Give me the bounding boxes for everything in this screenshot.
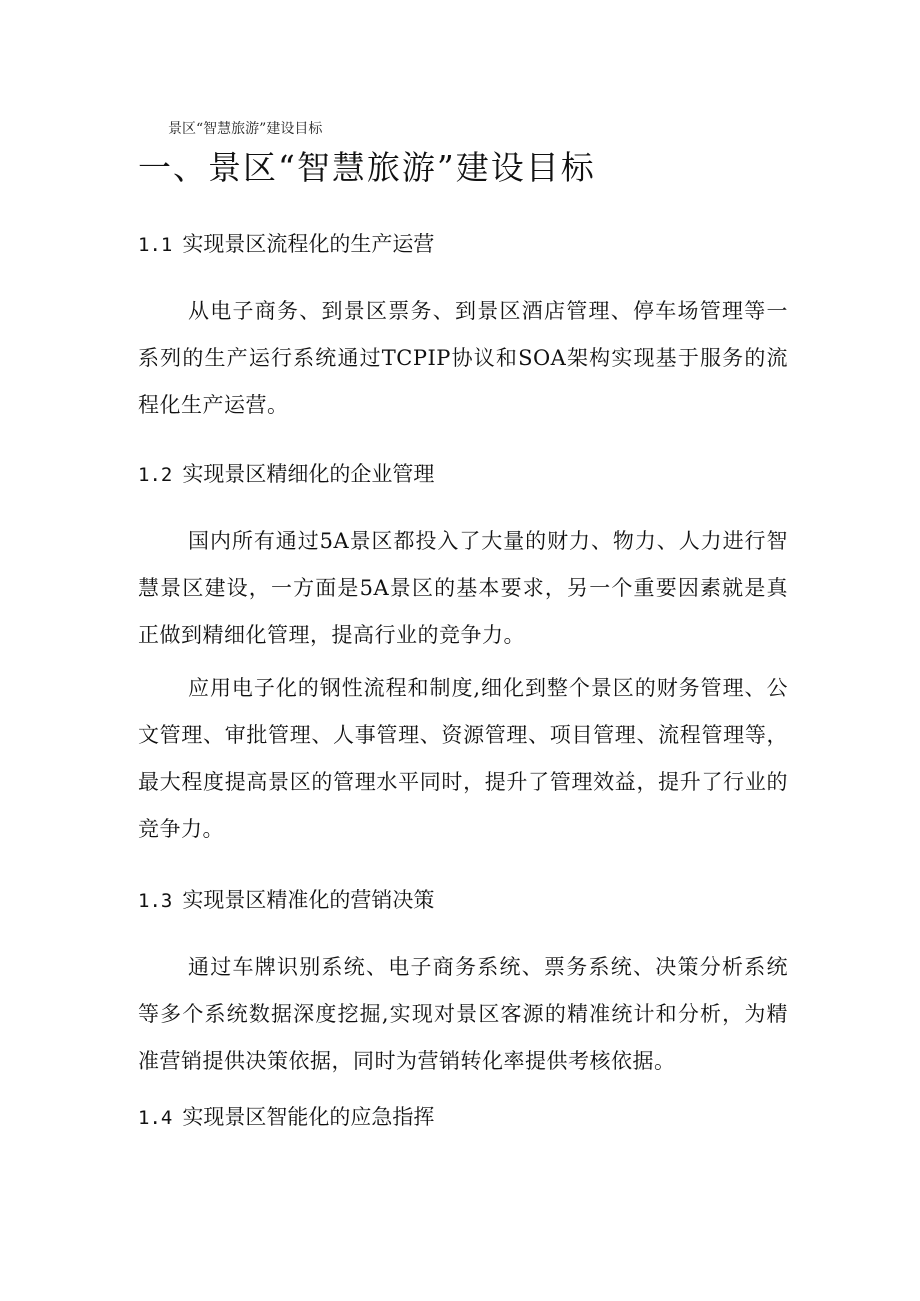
paragraph: 通过车牌识别系统、电子商务系统、票务系统、决策分析系统等多个系统数据深度挖掘,实现对景区客源的精准统计和分析，为精准营销提供决策依据，同时为营销转化率提供考核依据。 <box>138 955 788 1073</box>
paragraph: 应用电子化的钢性流程和制度,细化到整个景区的财务管理、公文管理、审批管理、人事管理、资源管理、项目管理、流程管理等，最大程度提高景区的管理水平同时，提升了管理效益，提升了行业的竞争力。 <box>138 676 788 841</box>
section-title: 实现景区精准化的营销决策 <box>182 888 435 912</box>
section-heading-1-2 <box>138 458 434 491</box>
section-heading-1-4 <box>138 1101 434 1134</box>
running-header: 景区“智慧旅游”建设目标 <box>168 121 323 137</box>
section-title: 实现景区流程化的生产运营 <box>182 232 435 256</box>
section-number: 1.3 <box>138 890 173 912</box>
section-heading-1-1 <box>138 228 434 261</box>
section-heading-1-3 <box>138 884 434 917</box>
document-title: 一、景区“智慧旅游”建设目标 <box>138 148 596 187</box>
paragraph: 从电子商务、到景区票务、到景区酒店管理、停车场管理等一系列的生产运行系统通过TCPIP协议和SOA架构实现基于服务的流程化生产运营。 <box>138 299 788 417</box>
section-number: 1.4 <box>138 1107 173 1129</box>
section-title: 实现景区精细化的企业管理 <box>182 462 435 486</box>
section-number: 1.1 <box>138 234 173 256</box>
section-number: 1.2 <box>138 464 173 486</box>
section-title: 实现景区智能化的应急指挥 <box>182 1105 435 1129</box>
paragraph: 国内所有通过5A景区都投入了大量的财力、物力、人力进行智慧景区建设，一方面是5A景区的基本要求，另一个重要因素就是真正做到精细化管理，提高行业的竞争力。 <box>138 529 788 647</box>
